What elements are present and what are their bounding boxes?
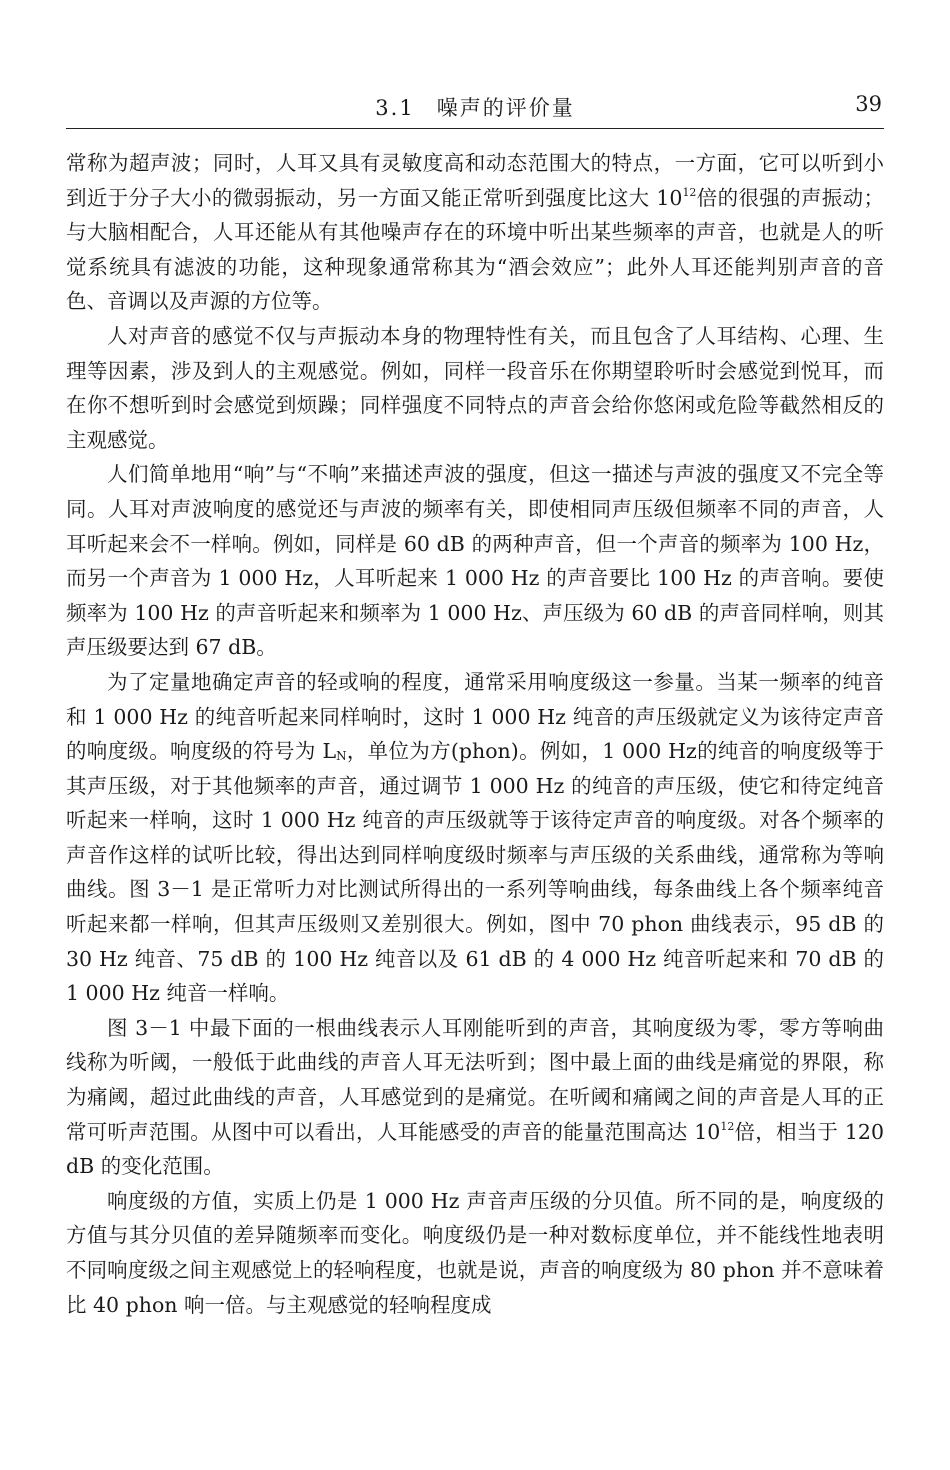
paragraph-4-text-a: 为了定量地确定声音的轻或响的程度，通常采用响度级这一参量。当某一频率的纯音和 1 000 Hz 的纯音听起来同样响时，这时 1 000 Hz 纯音的声压级就定义为该待定声音的响度级。响度级的符号为 L [66,669,884,764]
page-number: 39 [855,92,882,116]
paragraph-5 [66,1011,884,1184]
paragraph-4-text-b: ，单位为方(phon)。例如，1 000 Hz的纯音的响度级等于其声压级，对于其他频率的声音，通过调节 1 000 Hz 的纯音的声压级，使它和待定纯音听起来一样响，这时 1 000 Hz 纯音的声压级就等于该待定声音的响度级。对各个频率的声音作这样的试听比较，得出达到同样响度级时频率与声压级的关系曲线，通常称为等响曲线。图 3－1 是正常听力对比测试所得出的一系列等响曲线，每条曲线上各个频率纯音听起来都一样响，但其声压级则又差别很大。例如，图中 70 phon 曲线表示，95 dB 的 30 Hz 纯音、75 dB 的 100 Hz 纯音以及 61 dB 的 4 000 Hz 纯音听起来和 70 dB 的 1 000 Hz 纯音一样响。 [66,739,884,1006]
paragraph-1-text-a: 常称为超声波；同时，人耳又具有灵敏度高和动态范围大的特点，一方面，它可以听到小到近于分子大小的微弱振动，另一方面又能正常听到强度比这大 10 [66,151,884,210]
superscript-exponent: 12 [682,185,697,199]
paragraph-6: 响度级的方值，实质上仍是 1 000 Hz 声音声压级的分贝值。所不同的是，响度级的方值与其分贝值的差异随频率而变化。响度级仍是一种对数标度单位，并不能线性地表明不同响度级之间主观感觉上的轻响程度，也就是说，声音的响度级为 80 phon 并不意味着比 40 phon 响一倍。与主观感觉的轻响程度成 [66,1188,884,1317]
body-text [66,146,884,1322]
running-header-title [66,92,884,122]
running-header [66,86,884,129]
paragraph-5-text-b: 倍，相当于 120 dB 的变化范围。 [66,1119,884,1179]
paragraph-4 [66,665,884,1011]
section-number: 3.1 [375,96,415,120]
paragraph-5-text-a: 图 3－1 中最下面的一根曲线表示人耳刚能听到的声音，其响度级为零，零方等响曲线称为听阈，一般低于此曲线的声音人耳无法听到；图中最上面的曲线是痛觉的界限，称为痛阈，超过此曲线的声音，人耳感觉到的是痛觉。在听阈和痛阈之间的声音是人耳的正常可听声范围。从图中可以看出，人耳能感受的声音的能量范围高达 10 [66,1015,884,1144]
superscript-exponent: 12 [720,1119,735,1133]
subscript-n: N [336,749,347,764]
paragraph-3: 人们简单地用“响”与“不响”来描述声波的强度，但这一描述与声波的强度又不完全等同。人耳对声波响度的感觉还与声波的频率有关，即使相同声压级但频率不同的声音，人耳听起来会不一样响。例如，同样是 60 dB 的两种声音，但一个声音的频率为 100 Hz，而另一个声音为 1 000 Hz，人耳听起来 1 000 Hz 的声音要比 100 Hz 的声音响。要使频率为 100 Hz 的声音听起来和频率为 1 000 Hz、声压级为 60 dB 的声音同样响，则其声压级要达到 67 dB。 [66,462,884,660]
paragraph-1-text-b: 倍的很强的声振动；与大脑相配合，人耳还能从有其他噪声存在的环境中听出某些频率的声音，也就是人的听觉系统具有滤波的功能，这种现象通常称其为“酒会效应”；此外人耳还能判别声音的音色、音调以及声源的方位等。 [66,185,884,314]
section-title: 噪声的评价量 [436,96,575,120]
paragraph-1 [66,146,884,319]
paragraph-2: 人对声音的感觉不仅与声振动本身的物理特性有关，而且包含了人耳结构、心理、生理等因素，涉及到人的主观感觉。例如，同样一段音乐在你期望聆听时会感觉到悦耳，而在你不想听到时会感觉到烦躁；同样强度不同特点的声音会给你悠闲或危险等截然相反的主观感觉。 [66,323,884,452]
